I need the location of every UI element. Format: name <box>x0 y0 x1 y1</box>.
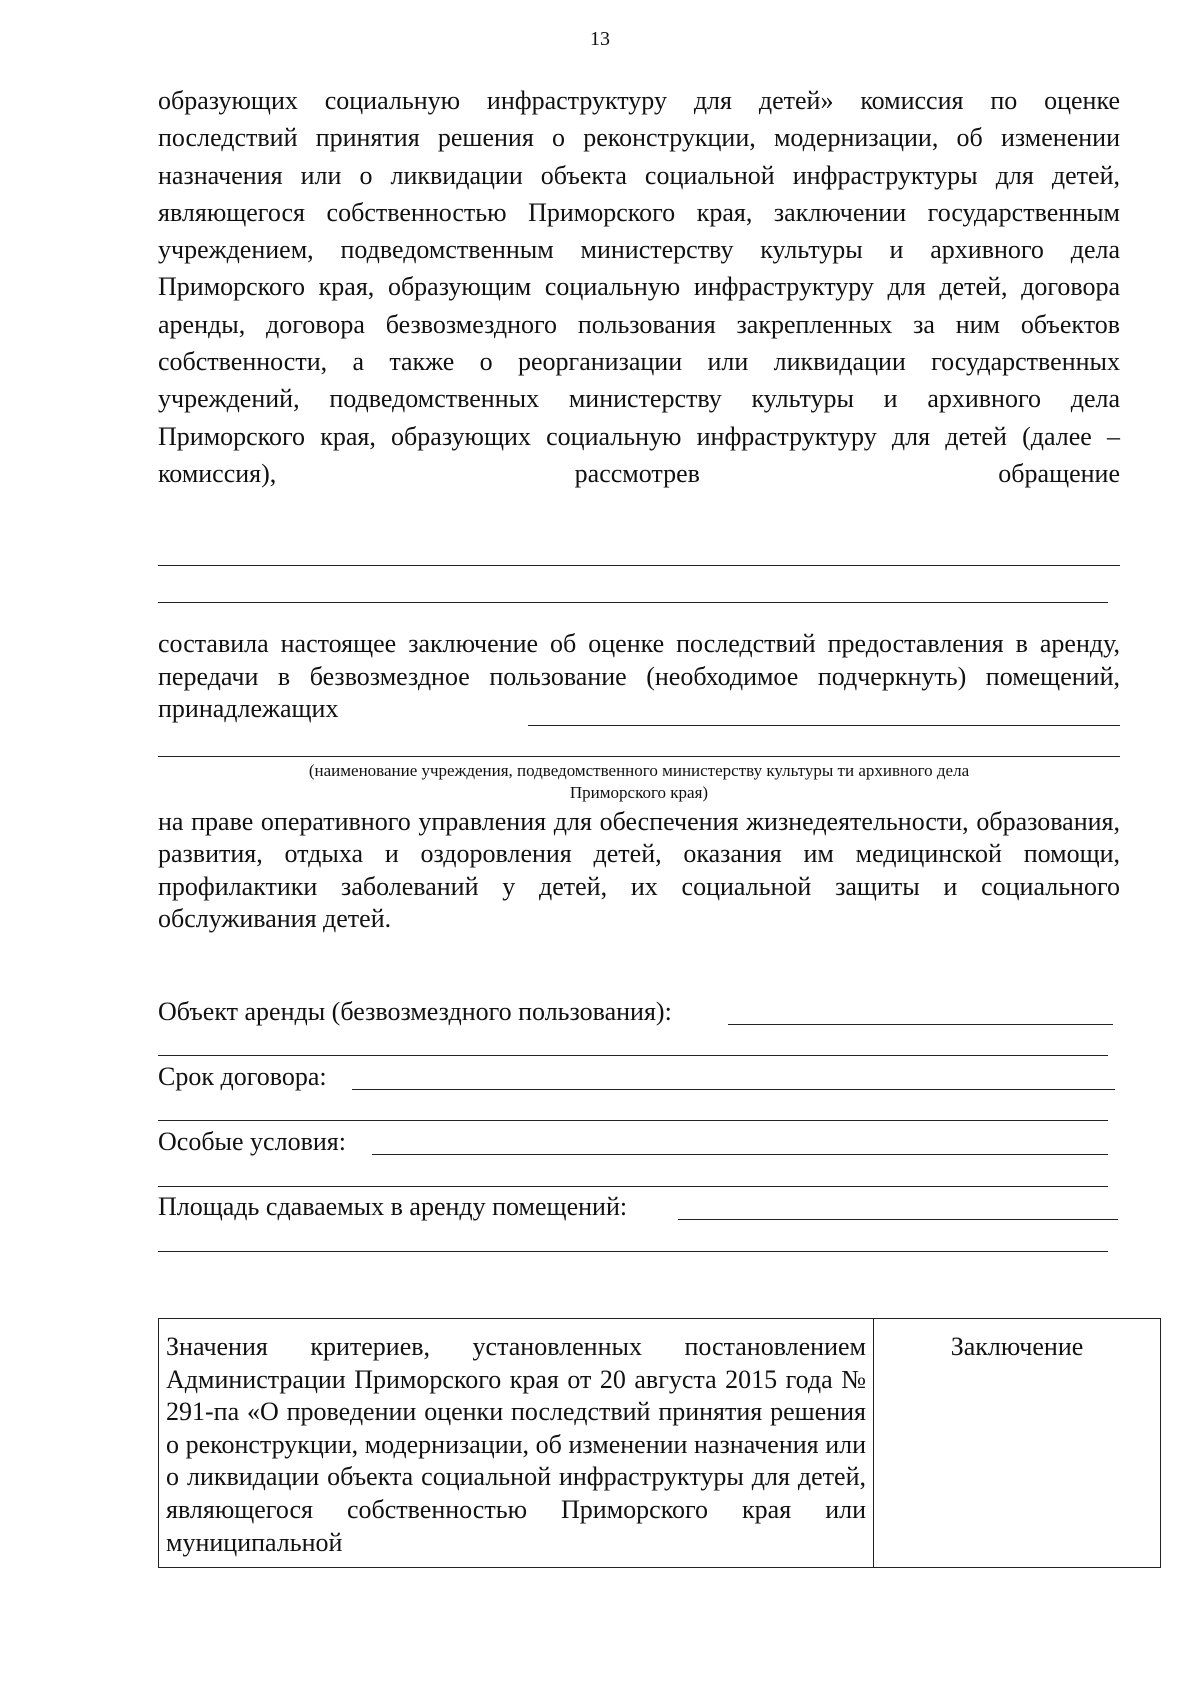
term-label: Срок договора: <box>158 1062 327 1091</box>
area-field-line <box>678 1219 1118 1220</box>
area-label: Площадь сдаваемых в аренду помещений: <box>158 1192 628 1221</box>
institution-caption-2: Приморского края) <box>569 783 709 802</box>
conditions-field-line-2 <box>158 1186 1108 1187</box>
institution-name-line <box>158 756 1120 757</box>
object-field-line-2 <box>158 1055 1108 1056</box>
conclusion-header-cell: Заключение <box>950 1332 1084 1361</box>
institution-caption-1: (наименование учреждения, подведомственного министерству культуры ти архивного дела <box>308 761 970 780</box>
area-field-line-2 <box>158 1251 1108 1252</box>
term-field-line <box>352 1089 1115 1090</box>
conditions-label: Особые условия: <box>158 1127 346 1156</box>
institution-owner-line <box>528 725 1120 726</box>
conditions-field-line <box>372 1154 1108 1155</box>
criteria-cell: Значения критериев, установленных постановлением Администрации Приморского края от 20 августа 2015 года № 291-па «О проведении оценки последствий принятия решения о реконструкции, модернизации, об изменении назначения или о ликвидации объекта социальной инфраструктуры для детей, являющегося собственностью Приморского края или муниципальной <box>159 1319 874 1567</box>
object-field-line <box>728 1024 1113 1025</box>
conclusion-paragraph: составила настоящее заключение об оценке последствий предоставления в аренду, передачи в безвозмездное пользование (необходимое подчеркнуть) помещений, принадлежащих <box>158 629 1120 723</box>
appeal-line-2 <box>158 602 1108 603</box>
object-label: Объект аренды (безвозмездного пользования): <box>158 997 672 1026</box>
appeal-line-1 <box>158 565 1120 566</box>
page-number: 13 <box>590 28 610 50</box>
intro-paragraph: образующих социальную инфраструктуру для детей» комиссия по оценке последствий принятия решения о реконструкции, модернизации, об изменении назначения или о ликвидации объекта социальной инфраструктуры для детей, являющегося собственностью Приморского края, заключении государственным учреждением, подведомственным министерству культуры и архивного дела Приморского края, образующим социальную инфраструктуру для детей, договора аренды, договора безвозмездного пользования закрепленных за ним объектов собственности, а также о реорганизации или ликвидации государственных учреждений, подведомственных министерству культуры и архивного дела Приморского края, образующих социальную инфраструктуру для детей (далее – комиссия), рассмотрев обращение <box>158 86 1120 488</box>
criteria-table <box>158 1318 1161 1568</box>
purpose-paragraph: на праве оперативного управления для обеспечения жизнедеятельности, образования, развития, отдыха и оздоровления детей, оказания им медицинской помощи, профилактики заболеваний у детей, их социальной защиты и социального обслуживания детей. <box>158 807 1120 933</box>
term-field-line-2 <box>158 1120 1108 1121</box>
